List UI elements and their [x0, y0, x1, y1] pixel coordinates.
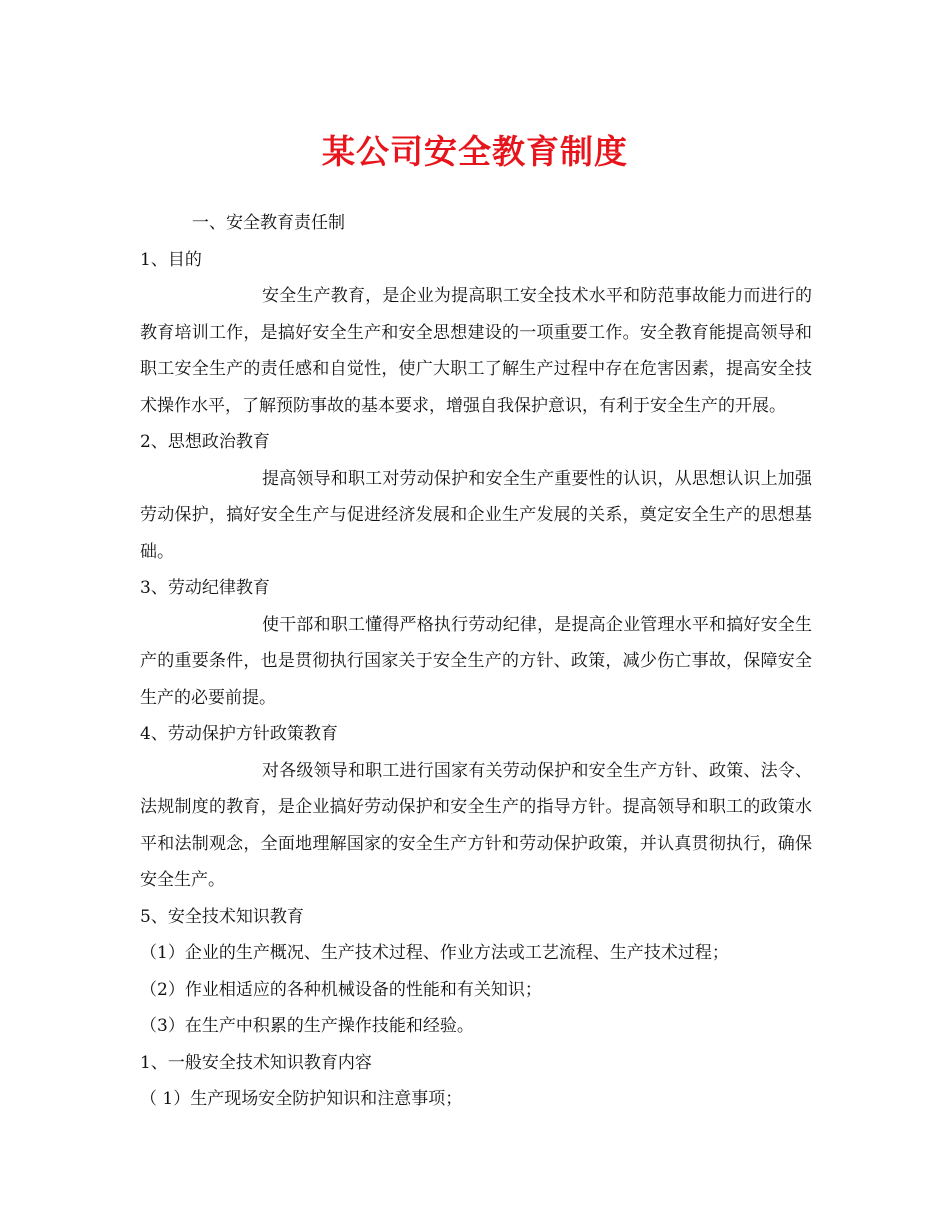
- list-item: （1）企业的生产概况、生产技术过程、作业方法或工艺流程、生产技术过程；: [140, 943, 729, 963]
- list-item: （ 1）生产现场安全防护知识和注意事项；: [140, 1089, 463, 1109]
- subsection-heading: 1、一般安全技术知识教育内容: [140, 1052, 372, 1073]
- item-heading: 5、安全技术知识教育: [140, 906, 304, 927]
- item-heading: 3、劳动纪律教育: [140, 578, 270, 598]
- item-paragraph: 安全生产教育，是企业为提高职工安全技术水平和防范事故能力而进行的教育培训工作，是搞好安全生产和安全思想建设的一项重要工作。安全教育能提高领导和职工安全生产的责任感和自觉性，使广大职工了解生产过程中存在危害因素，提高安全技术操作水平，了解预防事故的基本要求，增强自我保护意识，有利于安全生产的开展。: [140, 286, 812, 416]
- document-body: [140, 205, 812, 1118]
- item-paragraph: 使干部和职工懂得严格执行劳动纪律，是提高企业管理水平和搞好安全生产的重要条件，也是贯彻执行国家关于安全生产的方针、政策，减少伤亡事故，保障安全生产的必要前提。: [140, 614, 812, 708]
- item-paragraph: 提高领导和职工对劳动保护和安全生产重要性的认识，从思想认识上加强劳动保护，搞好安全生产与促进经济发展和企业生产发展的关系，奠定安全生产的思想基础。: [140, 468, 812, 562]
- list-item: （2）作业相适应的各种机械设备的性能和有关知识；: [140, 979, 542, 1000]
- item-heading: 1、目的: [140, 249, 202, 270]
- list-item: （3）在生产中积累的生产操作技能和经验。: [140, 1016, 474, 1036]
- item-paragraph: 对各级领导和职工进行国家有关劳动保护和安全生产方针、政策、法令、法规制度的教育，是企业搞好劳动保护和安全生产的指导方针。提高领导和职工的政策水平和法制观念，全面地理解国家的安全生产方针和劳动保护政策，并认真贯彻执行，确保安全生产。: [140, 760, 812, 890]
- section-heading: 一、安全教育责任制: [192, 213, 345, 233]
- item-heading: 4、劳动保护方针政策教育: [140, 724, 338, 744]
- document-title: 某公司安全教育制度: [322, 132, 628, 171]
- item-heading: 2、思想政治教育: [140, 432, 270, 452]
